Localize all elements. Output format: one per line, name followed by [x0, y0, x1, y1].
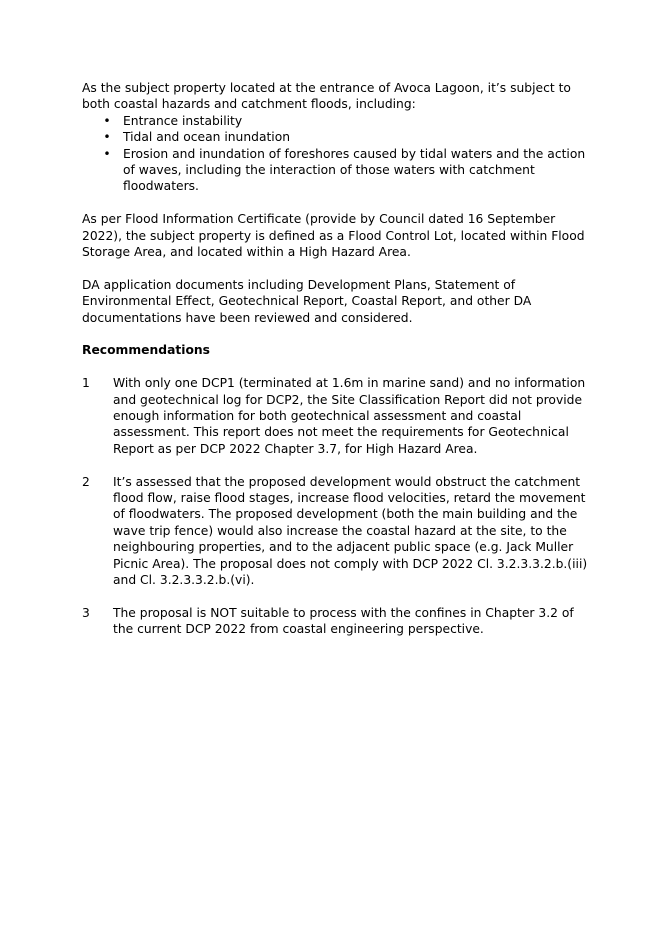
recommendation-item: [82, 375, 594, 457]
spacer: [82, 359, 594, 375]
hazard-list: [82, 113, 594, 195]
hazard-text: Tidal and ocean inundation: [123, 130, 291, 145]
hazard-list-item: [82, 146, 594, 195]
hazard-list-item: [82, 113, 594, 129]
recommendation-item: [82, 474, 594, 589]
hazard-list-item: [82, 129, 594, 145]
intro-paragraph: As the subject property located at the entrance of Avoca Lagoon, it’s subject to both coastal hazards and catchment floods, including:: [82, 81, 571, 112]
spacer: [82, 326, 594, 342]
spacer: [82, 195, 594, 211]
spacer: [82, 457, 594, 473]
recommendation-item: [82, 605, 594, 638]
recommendation-number: 1: [82, 376, 90, 391]
recommendation-text: It’s assessed that the proposed development would obstruct the catchment flood flow, raise flood stages, increase flood velocities, retard the movement of floodwaters. The proposed development (both the main building and the wave trip fence) would also increase the coastal hazard at the site, to the neighbouring properties, and to the adjacent public space (e.g. Jack Muller Picnic Area). The proposal does not comply with DCP 2022 Cl. 3.2.3.3.2.b.(iii) and Cl. 3.2.3.3.2.b.(vi).: [113, 474, 588, 588]
bullet-icon: •: [103, 130, 111, 145]
hazard-text: Erosion and inundation of foreshores caused by tidal waters and the action of waves, including the interaction of those waters with catchment floodwaters.: [123, 146, 586, 194]
recommendation-number: 3: [82, 605, 90, 620]
recommendation-text: With only one DCP1 (terminated at 1.6m in marine sand) and no information and geotechnical log for DCP2, the Site Classification Report did not provide enough information for both geotechnical assessment and coastal assessment. This report does not meet the requirements for Geotechnical Report as per DCP 2022 Chapter 3.7, for High Hazard Area.: [113, 376, 586, 456]
bullet-icon: •: [103, 113, 111, 128]
hazard-text: Entrance instability: [123, 113, 243, 128]
bullet-icon: •: [103, 146, 111, 161]
recommendations-heading: Recommendations: [82, 343, 210, 358]
recommendation-text: The proposal is NOT suitable to process with the confines in Chapter 3.2 of the current DCP 2022 from coastal engineering perspective.: [113, 605, 574, 637]
documents-reviewed-paragraph: DA application documents including Development Plans, Statement of Environmental Effect, Geotechnical Report, Coastal Report, and other DA documentations have been reviewed and considered.: [82, 277, 532, 325]
flood-certificate-paragraph: As per Flood Information Certificate (provide by Council dated 16 September 2022), the subject property is defined as a Flood Control Lot, located within Flood Storage Area, and located within a High Hazard Area.: [82, 212, 585, 260]
spacer: [82, 589, 594, 605]
document-page: [82, 80, 594, 638]
spacer: [82, 260, 594, 276]
recommendation-number: 2: [82, 474, 90, 489]
